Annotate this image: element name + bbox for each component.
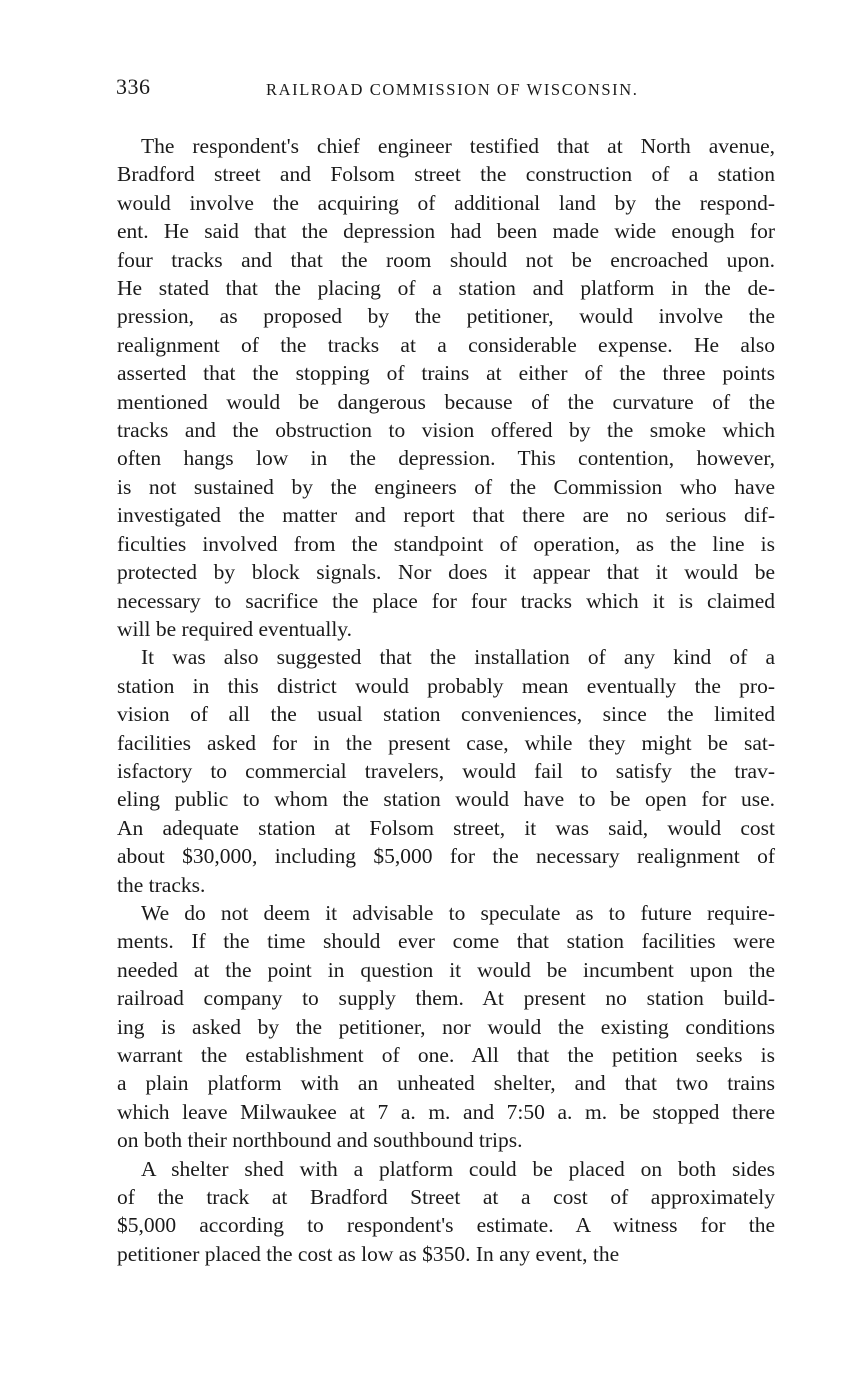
text-line: protected by block signals. Nor does it appear that it would be — [117, 560, 775, 585]
text-line: station in this district would probably mean eventually the pro- — [117, 673, 775, 698]
text-line: on both their northbound and southbound trips. — [117, 1128, 523, 1153]
text-line: necessary to sacrifice the place for four tracks which it is claimed — [117, 588, 775, 613]
text-line: ing is asked by the petitioner, nor would the existing conditions — [117, 1014, 775, 1039]
text-line: An adequate station at Folsom street, it was said, would cost — [117, 815, 775, 840]
text-line: It was also suggested that the installation of any kind of a — [141, 645, 775, 670]
text-line: pression, as proposed by the petitioner, would involve the — [117, 304, 775, 329]
text-line: needed at the point in question it would be incumbent upon the — [117, 957, 775, 982]
text-line: asserted that the stopping of trains at either of the three points — [117, 361, 775, 386]
text-line: four tracks and that the room should not be encroached upon. — [117, 247, 775, 272]
text-line: of the track at Bradford Street at a cost of approximately — [117, 1185, 775, 1210]
text-line: We do not deem it advisable to speculate as to future require- — [141, 900, 775, 925]
text-line: warrant the establishment of one. All that the petition seeks is — [117, 1043, 775, 1067]
text-line: is not sustained by the engineers of the Commission who have — [117, 474, 775, 499]
running-title: RAILROAD COMMISSION OF WISCONSIN. — [266, 80, 639, 99]
running-head — [116, 74, 776, 104]
text-line: He stated that the placing of a station and platform in the de- — [117, 276, 775, 301]
text-line: about $30,000, including $5,000 for the necessary realignment of — [117, 844, 775, 869]
text-line: railroad company to supply them. At present no station build- — [117, 986, 775, 1011]
text-line: tracks and the obstruction to vision offered by the smoke which — [117, 418, 775, 443]
paragraph — [117, 1155, 775, 1269]
text-line: isfactory to commercial travelers, would fail to satisfy the trav- — [117, 758, 775, 783]
body-text — [117, 132, 775, 1268]
text-line: often hangs low in the depression. This contention, however, — [117, 446, 775, 471]
text-line: realignment of the tracks at a considerable expense. He also — [117, 332, 775, 357]
text-line: which leave Milwaukee at 7 a. m. and 7:50 a. m. be stopped there — [117, 1099, 775, 1124]
text-line: eling public to whom the station would have to be open for use. — [117, 787, 775, 812]
text-line: vision of all the usual station conveniences, since the limited — [117, 702, 775, 727]
text-line: would involve the acquiring of additional land by the respond- — [117, 190, 775, 215]
text-line: investigated the matter and report that there are no serious dif- — [117, 503, 775, 528]
text-line: a plain platform with an unheated shelter, and that two trains — [117, 1071, 775, 1096]
text-line: mentioned would be dangerous because of the curvature of the — [117, 389, 775, 414]
paragraph — [117, 643, 775, 899]
text-line: the tracks. — [117, 872, 206, 897]
text-line: ments. If the time should ever come that station facilities were — [117, 929, 775, 954]
paragraph — [117, 132, 775, 643]
paragraph — [117, 899, 775, 1155]
text-line: will be required eventually. — [117, 616, 353, 641]
text-line: facilities asked for in the present case, while they might be sat- — [117, 730, 775, 755]
text-line: $5,000 according to respondent's estimate. A witness for the — [117, 1213, 775, 1238]
text-line: The respondent's chief engineer testified that at North avenue, — [141, 134, 775, 158]
text-line: A shelter shed with a platform could be placed on both sides — [141, 1156, 775, 1181]
paragraph-container — [117, 132, 775, 1268]
text-line: ent. He said that the depression had been made wide enough for — [117, 219, 775, 244]
text-line: ficulties involved from the standpoint of operation, as the line is — [117, 531, 775, 556]
page-number: 336 — [116, 74, 151, 99]
text-line: petitioner placed the cost as low as $350. In any event, the — [117, 1241, 620, 1266]
text-line: Bradford street and Folsom street the construction of a station — [117, 162, 775, 187]
